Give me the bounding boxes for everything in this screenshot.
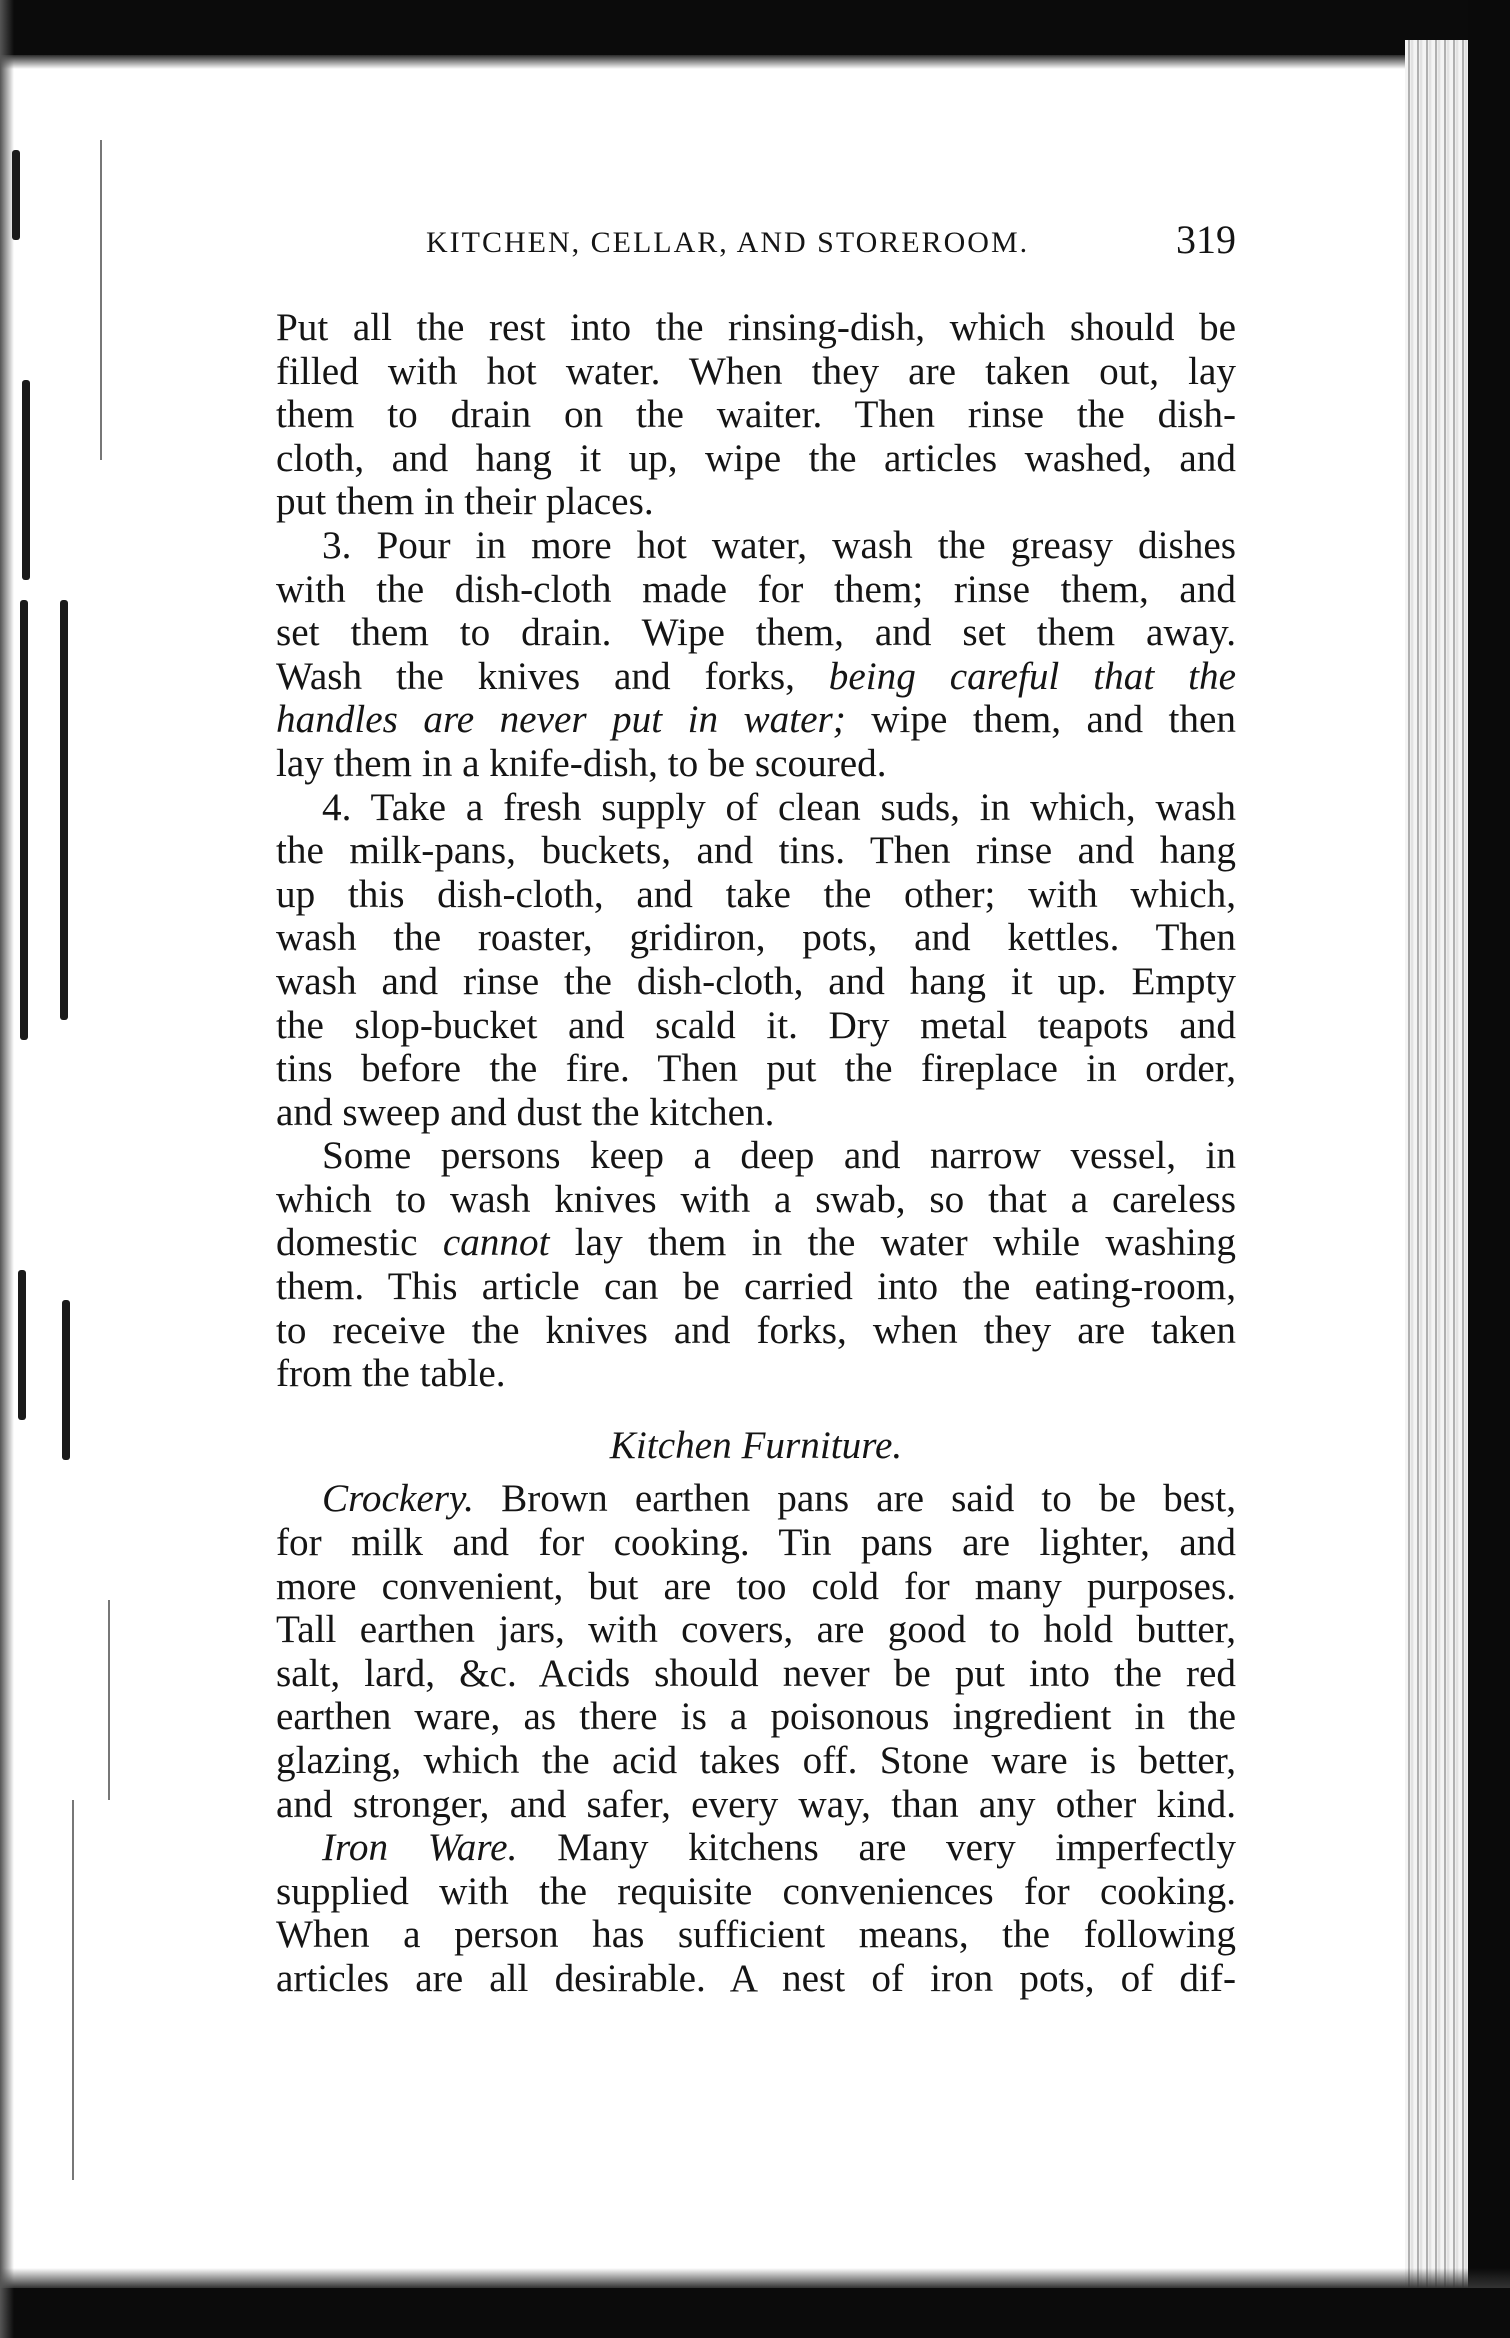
text-line: put them in their places. xyxy=(276,480,654,524)
scan-border-bottom-shadow xyxy=(0,2268,1510,2288)
text-line: which to wash knives with a swab, so that a careless xyxy=(276,1177,1236,1221)
text-line: Put all the rest into the rinsing-dish, which should be xyxy=(276,306,1236,349)
text-line: cloth, and hang it up, wipe the articles washed, and xyxy=(276,436,1236,480)
text-line: tins before the fire. Then put the fireplace in order, xyxy=(276,1047,1236,1091)
text-line: lay them in a knife-dish, to be scoured. xyxy=(276,741,887,785)
emphasis: handles are never put in water; xyxy=(276,698,846,742)
gutter-mark xyxy=(12,150,20,240)
text-line: domestic cannot lay them in the water while washing xyxy=(276,1221,1236,1265)
page-number: 319 xyxy=(1176,217,1236,262)
text-line: set them to drain. Wipe them, and set them away. xyxy=(276,611,1236,655)
text-line: the milk-pans, buckets, and tins. Then rinse and hang xyxy=(276,829,1236,873)
emphasis: being careful that the xyxy=(828,654,1237,698)
text-line: Iron Ware. Many kitchens are very imperfectly xyxy=(322,1826,1236,1870)
text-line: from the table. xyxy=(276,1352,506,1396)
subheading-crockery: Crockery. xyxy=(322,1477,474,1521)
text-line: with the dish-cloth made for them; rinse them, and xyxy=(276,567,1236,611)
gutter-mark xyxy=(108,1600,110,1800)
text-line: more convenient, but are too cold for many purposes. xyxy=(276,1564,1236,1608)
section-heading: Kitchen Furniture. xyxy=(609,1423,903,1467)
text-line: and stronger, and safer, every way, than any other kind. xyxy=(276,1782,1236,1826)
text-line: When a person has sufficient means, the following xyxy=(276,1913,1236,1957)
text-line: wash the roaster, gridiron, pots, and kettles. Then xyxy=(276,916,1236,960)
text-line: glazing, which the acid takes off. Stone ware is better, xyxy=(276,1739,1236,1782)
emphasis: cannot xyxy=(442,1221,550,1265)
text-line: salt, lard, &c. Acids should never be put into the red xyxy=(276,1651,1236,1695)
gutter-mark xyxy=(62,1300,70,1460)
text-line: earthen ware, as there is a poisonous ingredient in the xyxy=(276,1695,1236,1739)
gutter-mark xyxy=(72,1800,74,2180)
subheading-iron-ware: Iron Ware. xyxy=(322,1826,518,1870)
text-line: handles are never put in water; wipe them, and then xyxy=(276,698,1236,742)
text-line: the slop-bucket and scald it. Dry metal teapots and xyxy=(276,1003,1236,1047)
text-line: for milk and for cooking. Tin pans are lighter, and xyxy=(276,1521,1236,1565)
text-line: Wash the knives and forks, being careful that the xyxy=(276,654,1237,698)
gutter-mark xyxy=(22,380,30,580)
running-head: KITCHEN, CELLAR, AND STOREROOM. xyxy=(426,226,1030,259)
text-line: and sweep and dust the kitchen. xyxy=(276,1090,775,1134)
body-text xyxy=(276,306,1236,2001)
scan-border-right xyxy=(1468,0,1510,2338)
text-line: to receive the knives and forks, when they are taken xyxy=(276,1308,1236,1352)
text-line: them. This article can be carried into the eating-room, xyxy=(276,1265,1236,1309)
scan-border-top xyxy=(0,0,1510,55)
text-line: wash and rinse the dish-cloth, and hang it up. Empty xyxy=(276,959,1236,1003)
gutter-mark xyxy=(20,600,28,1040)
text-line: 4. Take a fresh supply of clean suds, in which, wash xyxy=(322,785,1236,829)
gutter-mark xyxy=(60,600,68,1020)
gutter-mark xyxy=(100,140,102,460)
text-line: Some persons keep a deep and narrow vessel, in xyxy=(322,1134,1236,1178)
text-line: them to drain on the waiter. Then rinse the dish- xyxy=(276,393,1236,437)
scan-border-left-shadow xyxy=(0,0,14,2338)
text-line: up this dish-cloth, and take the other; with which, xyxy=(276,872,1236,916)
text-line: supplied with the requisite conveniences for cooking. xyxy=(276,1869,1236,1913)
text-line: 3. Pour in more hot water, wash the greasy dishes xyxy=(322,523,1236,567)
text-line: Crockery. Brown earthen pans are said to be best, xyxy=(322,1477,1236,1521)
scan-border-bottom xyxy=(0,2288,1510,2338)
text-line: Tall earthen jars, with covers, are good to hold butter, xyxy=(276,1608,1236,1652)
book-page-edges xyxy=(1405,40,1468,2300)
scan-border-top-shadow xyxy=(0,55,1510,69)
text-line: articles are all desirable. A nest of iron pots, of dif- xyxy=(276,1956,1236,2000)
gutter-mark xyxy=(18,1270,26,1420)
text-line: filled with hot water. When they are taken out, lay xyxy=(276,349,1236,393)
